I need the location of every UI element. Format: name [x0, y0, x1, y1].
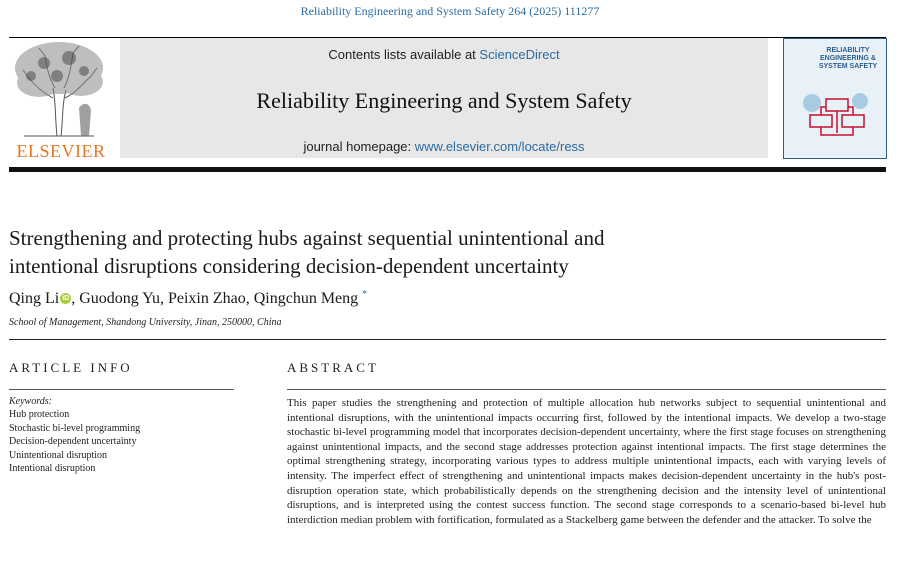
contents-prefix: Contents lists available at	[328, 47, 480, 62]
abstract-body: This paper studies the strengthening and protection of multiple allocation hub networks subject to sequential unintentional and intentional disruptions, with the unintentional impacts occurring first, followed by the intentional impacts. We develop a two-stage stochastic bi-level programming model that incorporates decision-dependent uncertainty, where the first stage focuses on strengthening against unintentional impacts, and the second stage addresses protection against intentional impacts. The first stage determines the optimal strengthening strategy, incorporating various types to address multiple unintentional impacts, each with varying levels of intensity. The imperfect effect of strengthening and unintentional impacts makes decision-dependent uncertainty in the hub's post-disruption operation state, which probabilistically depends on the strengthening decision and the intensity level of unintentional disruptions, and is interpreted using the contest success function. The second stage corresponds to a scenario-based bi-level hub interdiction median problem with fortification, formulated as a Stackelberg game between the defender and the attacker. To solve the	[287, 397, 886, 526]
homepage-prefix: journal homepage:	[303, 139, 415, 154]
abstract-rule	[287, 389, 886, 390]
paper-title-line-2: intentional disruptions considering decision-dependent uncertainty	[9, 254, 569, 278]
paper-title	[9, 224, 869, 280]
journal-homepage	[120, 139, 768, 154]
other-authors[interactable]: , Guodong Yu, Peixin Zhao, Qingchun Meng	[71, 290, 359, 307]
journal-masthead	[9, 38, 889, 163]
contents-availability	[120, 47, 768, 62]
affiliation: School of Management, Shandong University, Jinan, 250000, China	[9, 317, 282, 328]
masthead-bottom-bar	[9, 167, 886, 172]
article-info-heading: ARTICLE INFO	[9, 360, 133, 375]
author-list	[9, 289, 367, 308]
cover-title: RELIABILITY ENGINEERING & SYSTEM SAFETY	[818, 47, 878, 70]
keyword-item: Stochastic bi-level programming	[9, 422, 141, 434]
homepage-link[interactable]: www.elsevier.com/locate/ress	[414, 139, 585, 154]
keyword-item: Decision-dependent uncertainty	[9, 436, 137, 447]
keyword-item: Unintentional disruption	[9, 449, 108, 461]
journal-cover[interactable]	[783, 38, 887, 159]
keywords-label: Keywords:	[9, 396, 52, 407]
keyword-list	[9, 408, 140, 476]
article-info-rule	[9, 389, 234, 390]
cover-graphic-icon	[784, 85, 886, 155]
elsevier-wordmark: ELSEVIER	[16, 141, 106, 161]
orcid-icon[interactable]: iD	[62, 295, 70, 302]
journal-banner	[120, 38, 768, 158]
tree-icon	[9, 38, 109, 138]
corresponding-author-icon[interactable]: *	[362, 289, 368, 300]
paper-title-line-1: Strengthening and protecting hubs against sequential unintentional and	[9, 226, 605, 250]
keyword-item: Intentional disruption	[9, 463, 96, 474]
keyword-item: Hub protection	[9, 409, 70, 420]
author-qing-li[interactable]: Qing Li	[9, 290, 60, 307]
sciencedirect-link[interactable]: ScienceDirect	[479, 47, 560, 62]
journal-title[interactable]: Reliability Engineering and System Safety	[256, 88, 632, 113]
section-divider	[9, 339, 886, 340]
elsevier-logo[interactable]	[9, 38, 111, 160]
journal-citation[interactable]: Reliability Engineering and System Safety 264 (2025) 111277	[300, 4, 600, 18]
abstract-heading: ABSTRACT	[287, 360, 379, 375]
